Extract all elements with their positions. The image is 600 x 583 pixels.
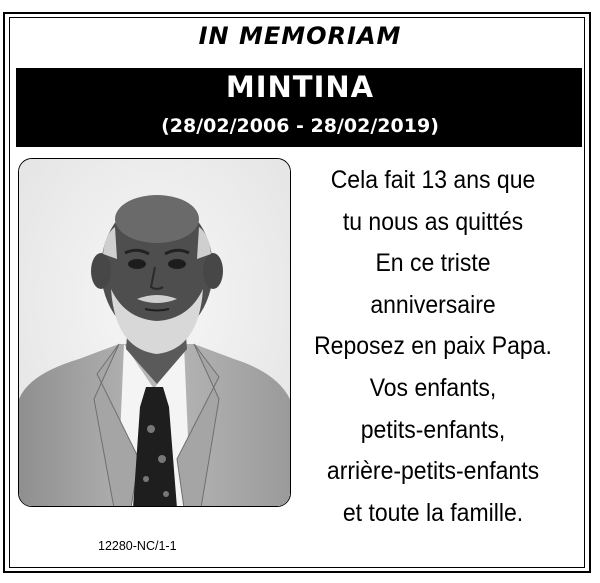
message-line: petits-enfants,: [360, 415, 506, 444]
memoriam-heading: IN MEMORIAM: [198, 22, 402, 50]
date-range: (28/02/2006 - 28/02/2019): [161, 115, 439, 137]
message-line: Cela fait 13 ans que: [330, 166, 536, 194]
message-line: arrière-petits-enfants: [326, 457, 540, 486]
message-line: tu nous as quittés: [342, 207, 524, 236]
memorial-message: [296, 160, 570, 534]
message-line: Vos enfants,: [369, 373, 497, 402]
message-line: En ce triste: [375, 249, 491, 278]
reference-code: 12280-NC/1-1: [98, 539, 177, 553]
message-line: et toute la famille.: [342, 498, 524, 527]
message-line: anniversaire: [370, 290, 496, 319]
message-line: Reposez en paix Papa.: [314, 332, 552, 361]
portrait-photo: [18, 158, 291, 507]
deceased-name: MINTINA: [225, 70, 375, 104]
